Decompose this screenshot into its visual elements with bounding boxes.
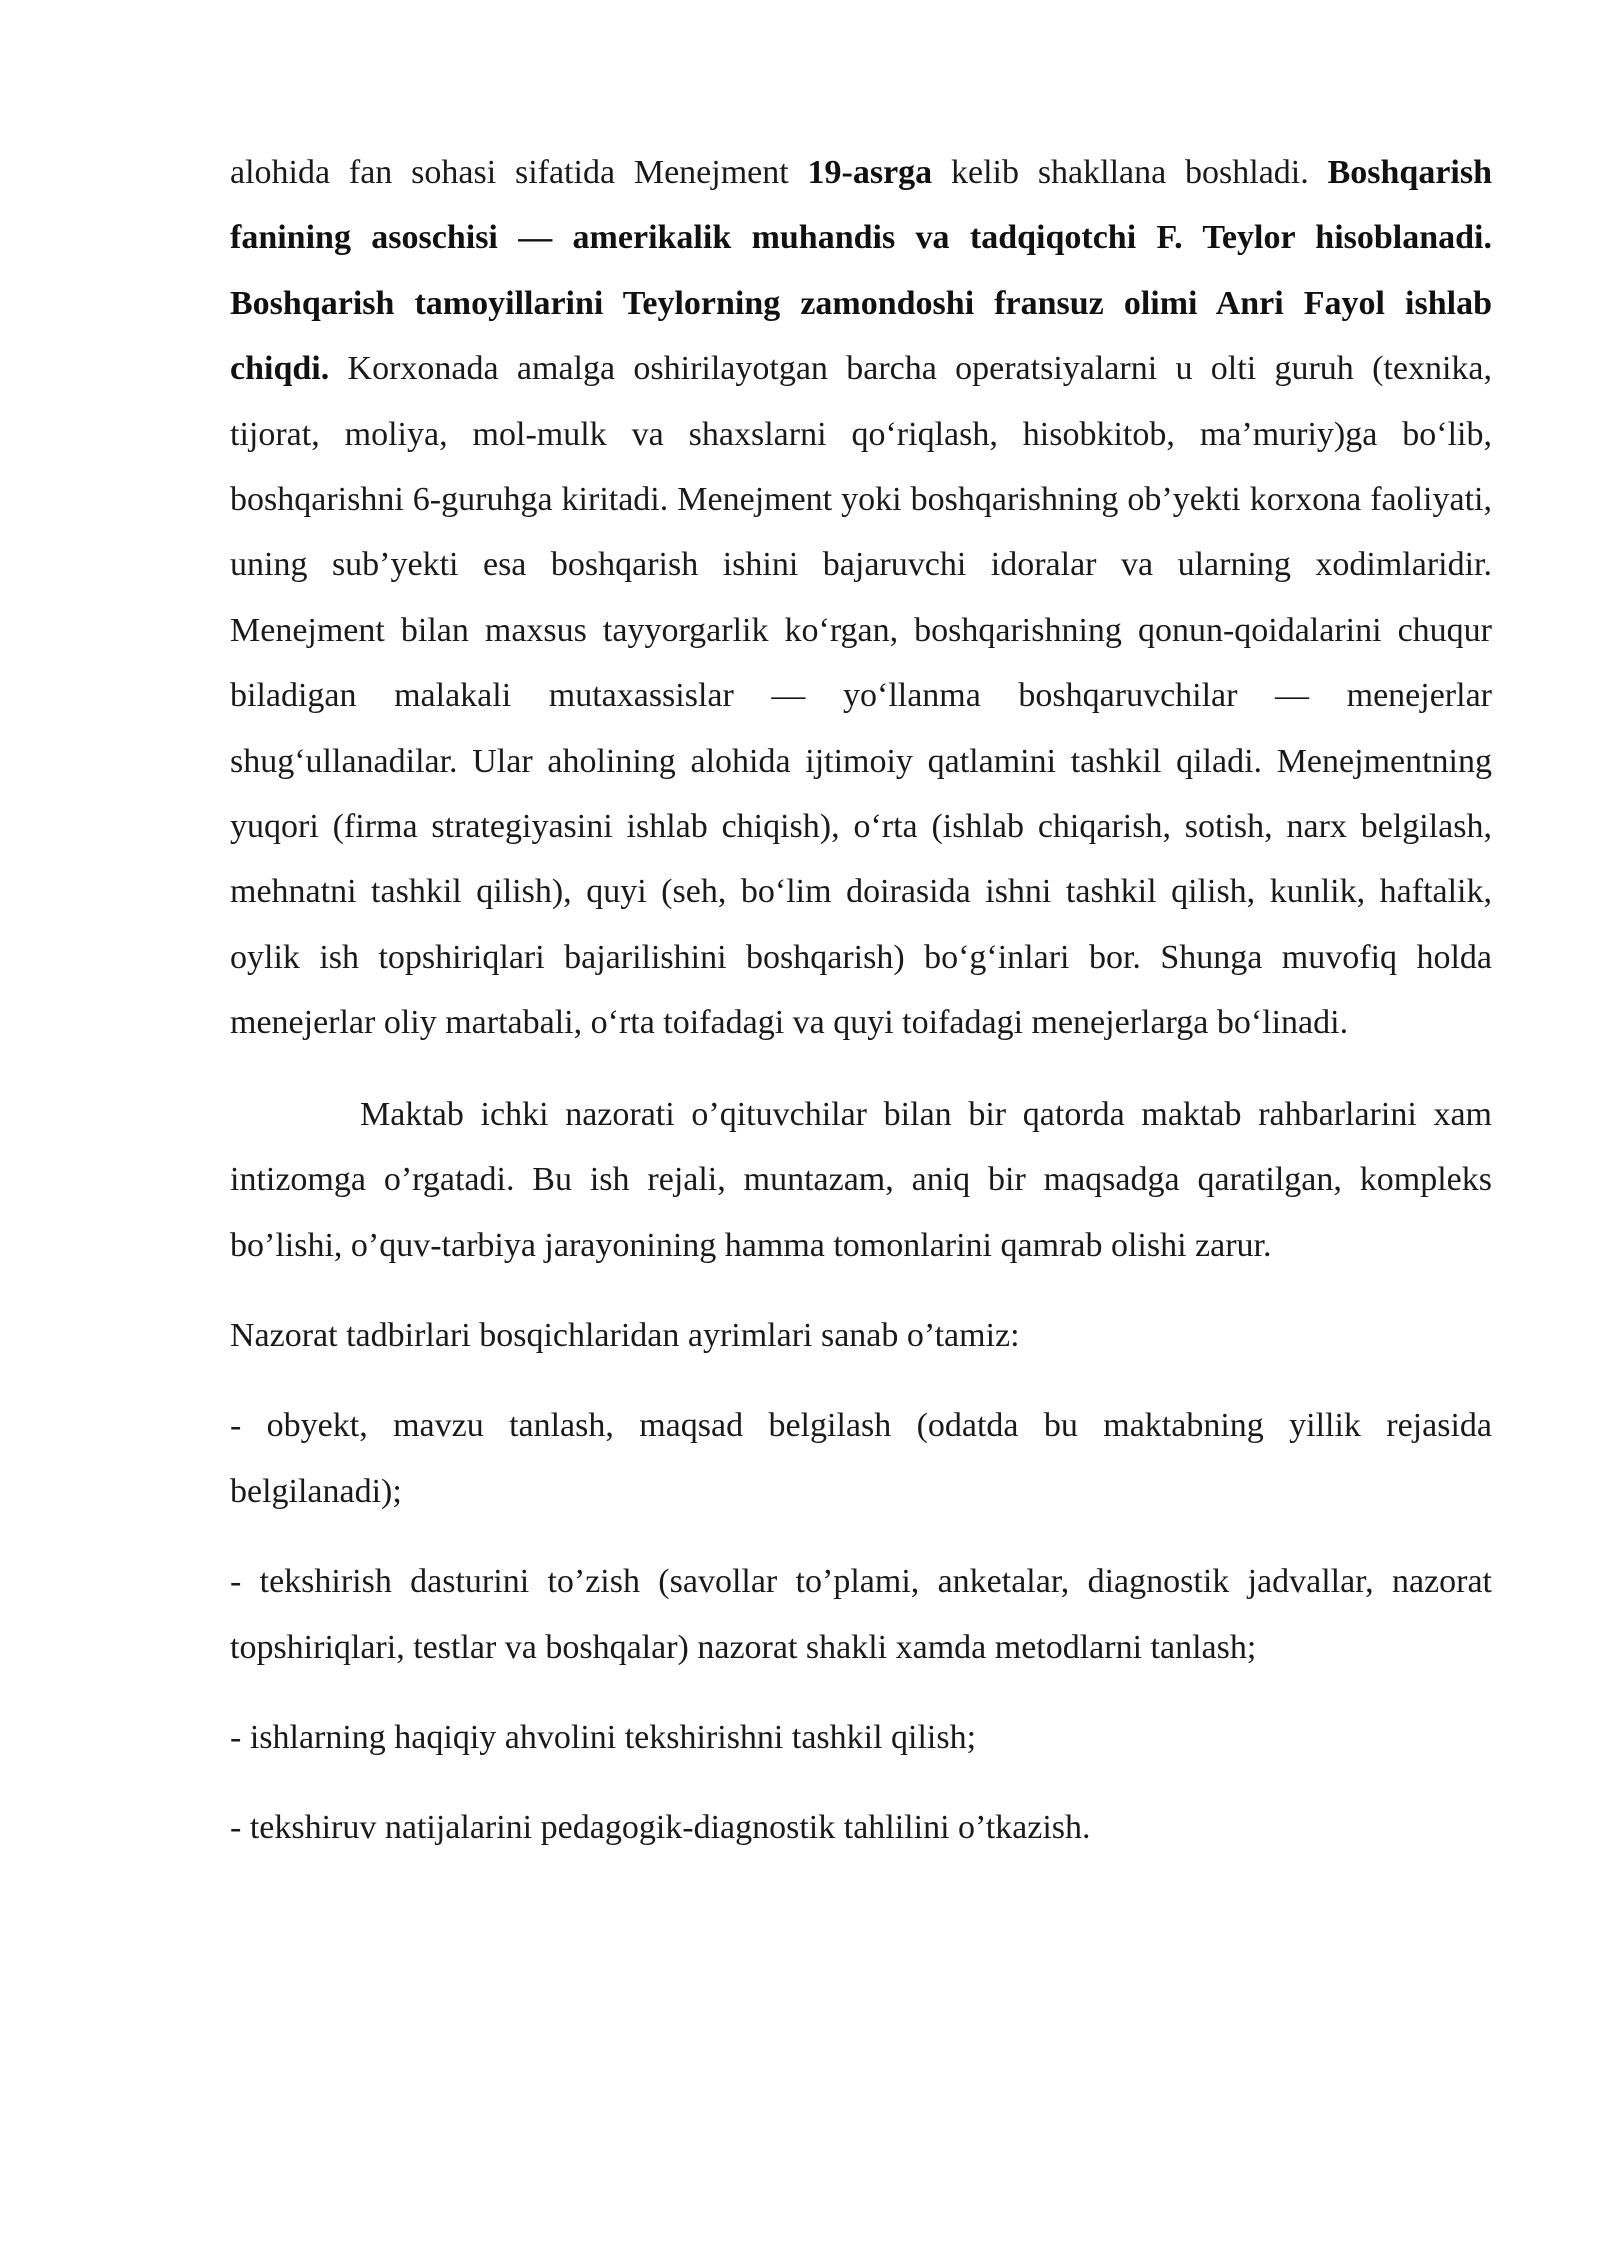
paragraph-stages-intro: Nazorat tadbirlari bosqichlaridan ayrimlari sanab o’tamiz: <box>230 1316 1020 1354</box>
list-item: - tekshirish dasturini to’zish (savollar to’plami, anketalar, diagnostik jadvallar, nazorat topshiriqlari, testlar va boshqalar) nazorat shakli xamda metodlarni tanlash; <box>230 1563 1492 1666</box>
document-page <box>230 140 1492 1861</box>
bold-founders: Boshqarish fanining asoschisi — amerikalik muhandis va tadqiqotchi F. Teylor hisoblanadi. Boshqarish tamoyillarini Teylorning zamondoshi fransuz olimi Anri Fayol ishlab chiqdi. <box>230 154 1492 388</box>
list-item: - obyekt, mavzu tanlash, maqsad belgilash (odatda bu maktabning yillik rejasida belgilanadi); <box>230 1407 1492 1510</box>
paragraph-school-control: Maktab ichki nazorati o’qituvchilar bilan bir qatorda maktab rahbarlarini xam intizomga o’rgatadi. Bu ish rejali, muntazam, aniq bir maqsadga qaratilgan, kompleks bo’lishi, o’quv-tarbiya jarayonining hamma tomonlarini qamrab olishi zarur. <box>230 1095 1492 1264</box>
paragraph-text: kelib shakllana boshladi. <box>932 154 1328 191</box>
paragraph-history <box>230 140 1492 1056</box>
paragraph-text: Korxonada amalga oshirilayotgan barcha operatsiyalarni u olti guruh (texnika, tijorat, moliya, mol-mulk va shaxslarni qo‘riqlash, hisobkitob, ma’muriy)ga bo‘lib, boshqarishni 6-guruhga kiritadi. Menejment yoki boshqarishning ob’yekti korxona faoliyati, uning sub’yekti esa boshqarish ishini bajaruvchi idoralar va ularning xodimlaridir. Menejment bilan maxsus tayyorgarlik ko‘rgan, boshqarishning qonun-qoidalarini chuqur biladigan malakali mutaxassislar — yo‘llanma boshqaruvchilar — menejerlar shug‘ullanadilar. Ular aholining alohida ijtimoiy qatlamini tashkil qiladi. Menejmentning yuqori (firma strategiyasini ishlab chiqish), o‘rta (ishlab chiqarish, sotish, narx belgilash, mehnatni tashkil qilish), quyi (seh, bo‘lim doirasida ishni tashkil qilish, kunlik, haftalik, oylik ish topshiriqlari bajarilishini boshqarish) bo‘g‘inlari bor. Shunga muvofiq holda menejerlar oliy martabali, o‘rta toifadagi va quyi toifadagi menejerlarga bo‘linadi. <box>230 350 1492 1042</box>
list-item: - ishlarning haqiqiy ahvolini tekshirishni tashkil qilish; <box>230 1718 977 1756</box>
list-item: - tekshiruv natijalarini pedagogik-diagnostik tahlilini o’tkazish. <box>230 1809 1091 1847</box>
bold-century: 19-asrga <box>807 154 933 191</box>
paragraph-text: alohida fan sohasi sifatida Menejment <box>230 154 808 191</box>
